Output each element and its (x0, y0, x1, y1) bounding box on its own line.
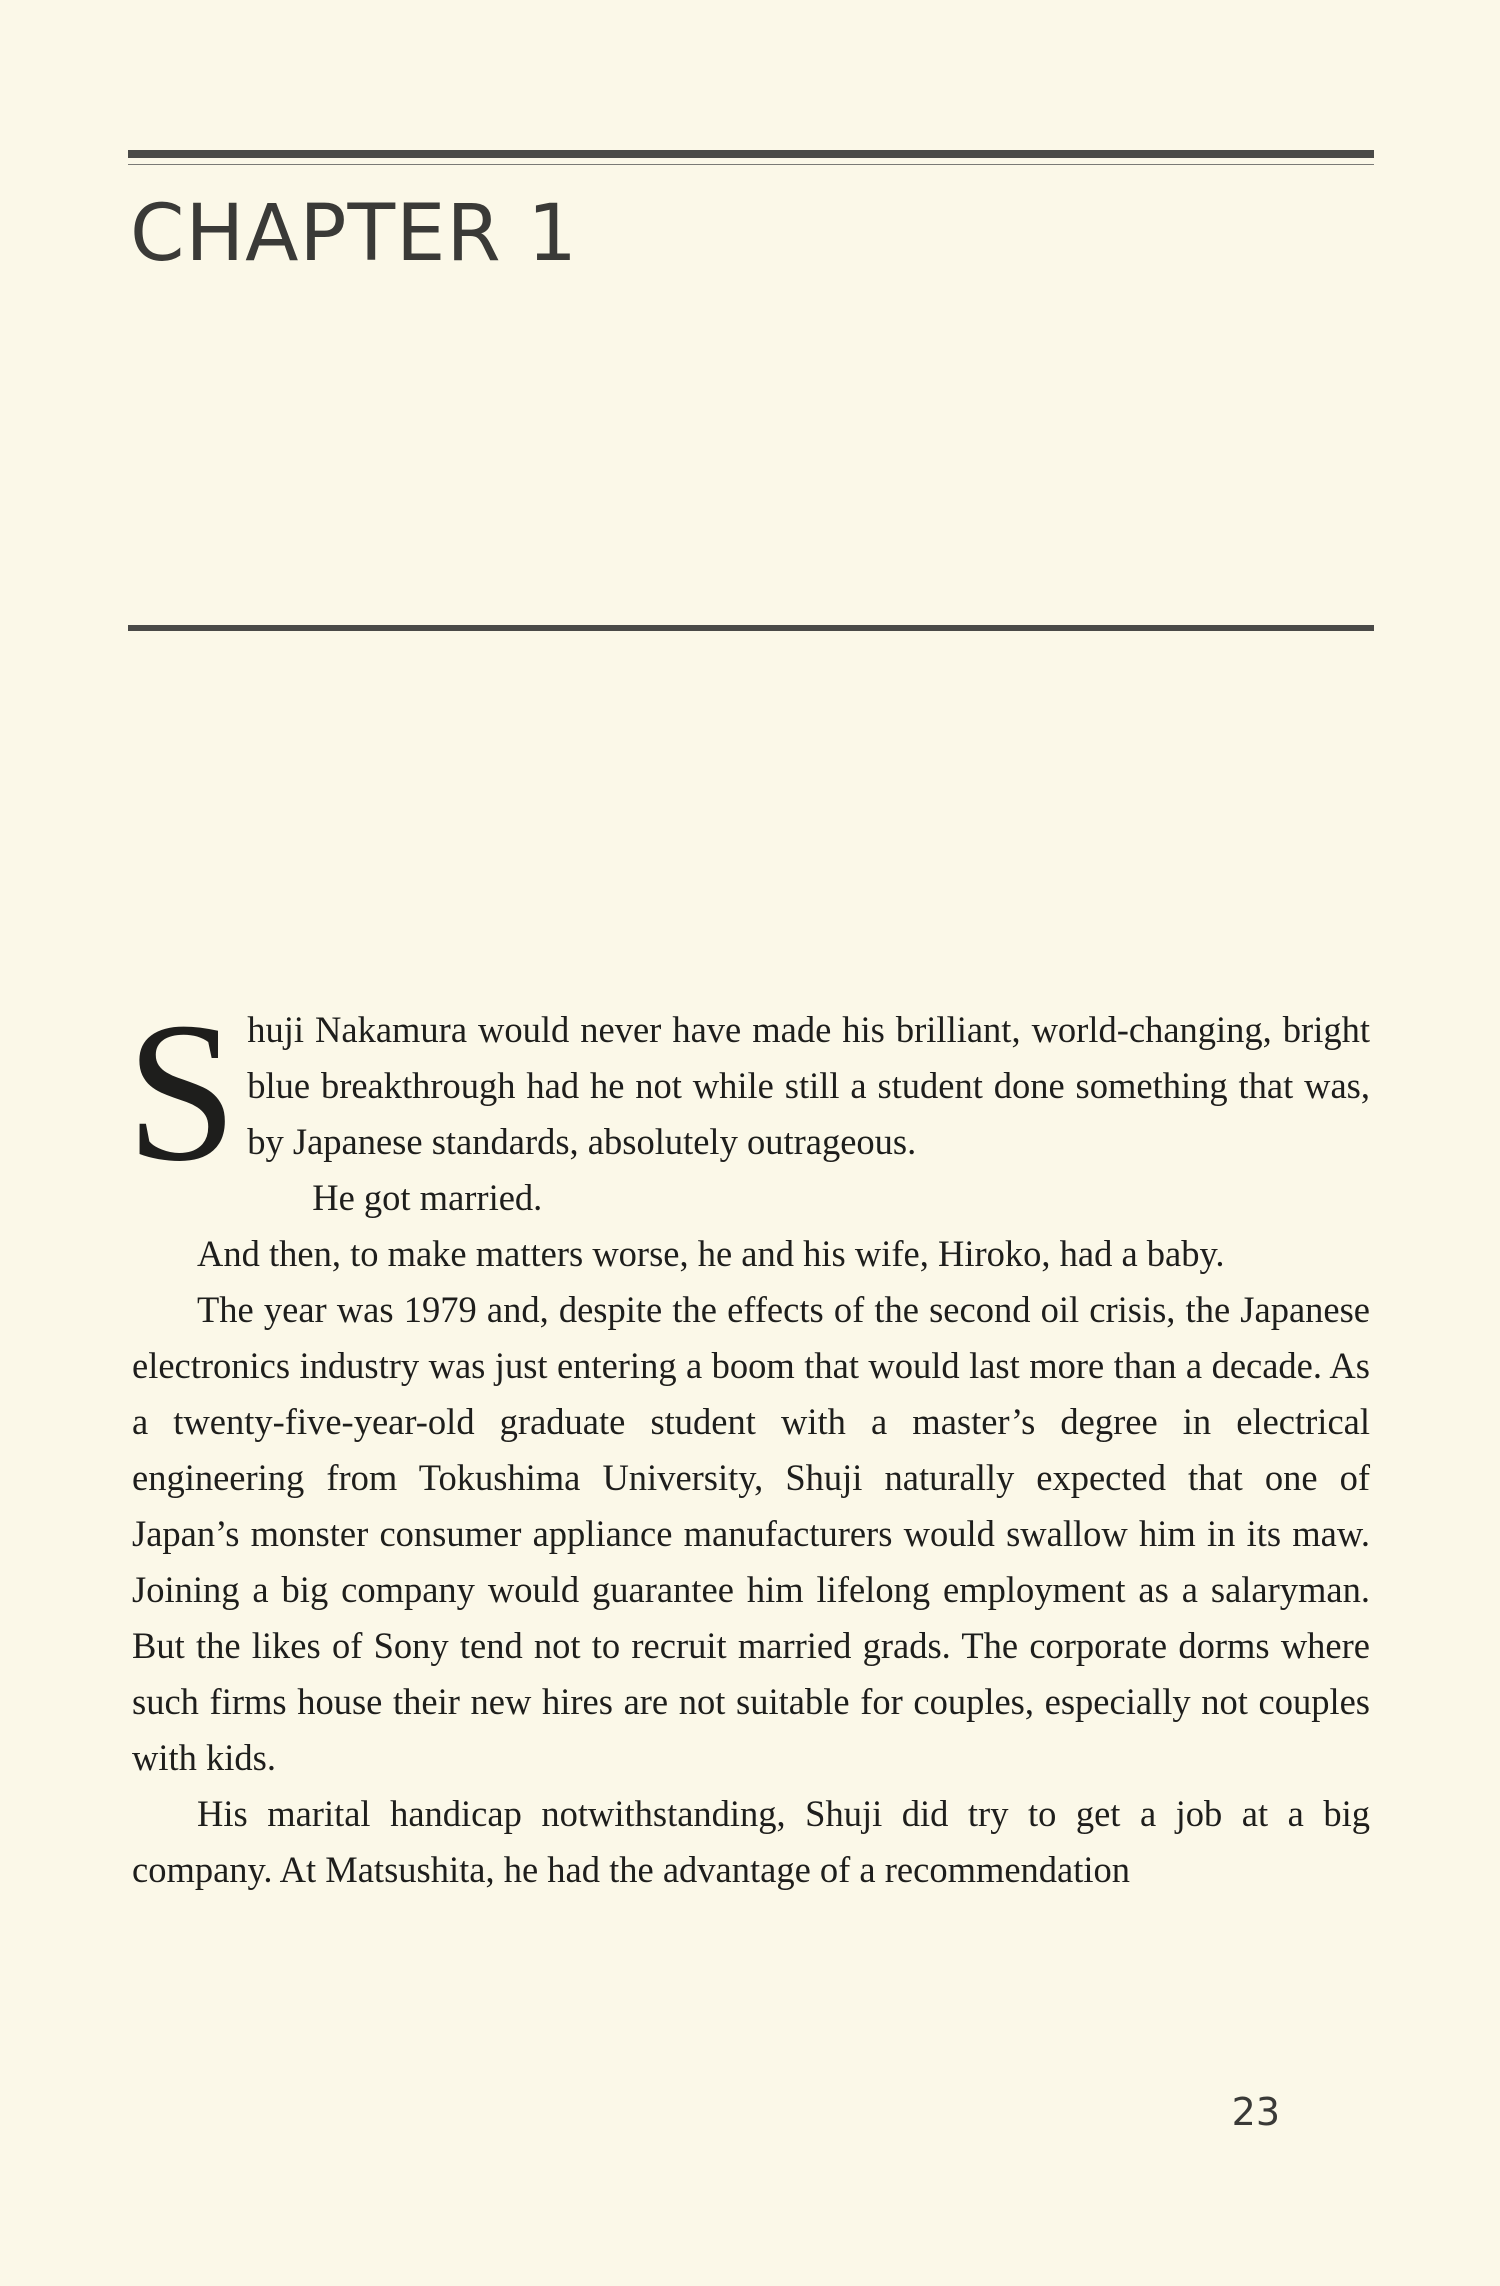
paragraph-5: His marital handicap notwithstanding, Shuji did try to get a job at a big company. At Matsushita, he had the advantage of a recommendation (132, 1793, 1370, 1890)
page-number: 23 (1231, 2090, 1280, 2134)
chapter-rule-top (128, 150, 1374, 158)
chapter-rule-bottom (128, 625, 1374, 631)
body-text (126, 982, 1370, 1898)
paragraph-1-text: huji Nakamura would never have made his brilliant, world-changing, bright blue breakthrough had he not while still a student done something that was, by Japanese standards, absolutely outrageous. (247, 1009, 1370, 1162)
chapter-rule-thin (128, 164, 1374, 165)
paragraph-2: He got married. (312, 1177, 543, 1218)
paragraph-4: The year was 1979 and, despite the effects of the second oil crisis, the Japanese electronics industry was just entering a boom that would last more than a decade. As a twenty-five-year-old graduate student with a master’s degree in electrical engineering from Tokushima University, Shuji naturally expected that one of Japan’s monster consumer appliance manufacturers would swallow him in its maw. Joining a big company would guarantee him lifelong employment as a salaryman. But the likes of Sony tend not to recruit married grads. The corporate dorms where such firms house their new hires are not suitable for couples, especially not couples with kids. (132, 1289, 1370, 1778)
chapter-header (128, 150, 1374, 635)
paragraph-3: And then, to make matters worse, he and his wife, Hiroko, had a baby. (197, 1233, 1225, 1274)
chapter-title: CHAPTER 1 (130, 189, 579, 279)
drop-cap: S (126, 982, 238, 1203)
